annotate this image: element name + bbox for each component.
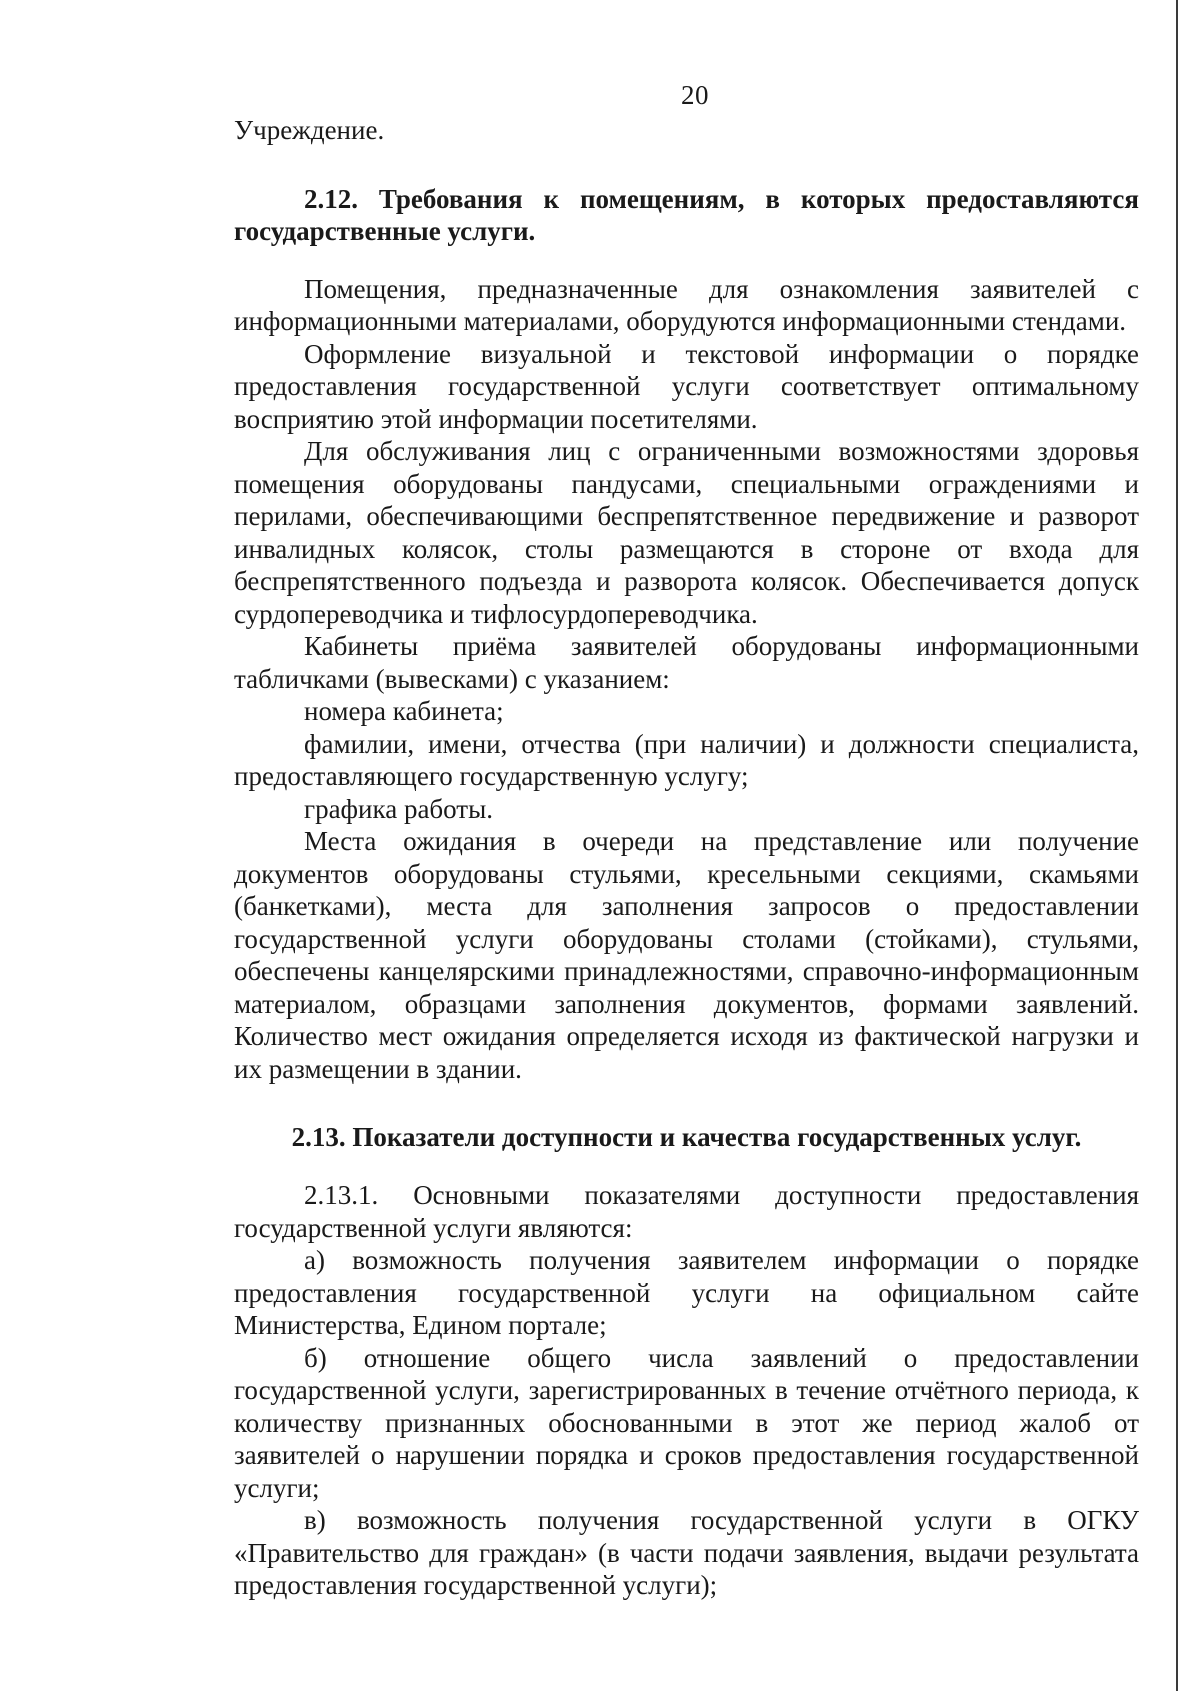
list-item: номера кабинета;: [304, 696, 504, 726]
section-heading-2-12: 2.12. Требования к помещениям, в которых предоставляются государственные услуги.: [234, 183, 1139, 246]
page-edge-line: [1176, 0, 1178, 1691]
continuation-text: Учреждение.: [234, 115, 385, 145]
page-number: 20: [681, 80, 709, 110]
paragraph: Кабинеты приёма заявителей оборудованы информационными табличками (вывесками) с указанием:: [234, 631, 1139, 694]
list-item: б) отношение общего числа заявлений о предоставлении государственной услуги, зарегистрированных в течение отчётного периода, к количеству признанных обоснованными в этот же период жалоб от заявителей о нарушении порядка и сроков предоставления государственной услуги;: [234, 1342, 1139, 1503]
list-item: графика работы.: [304, 793, 493, 824]
list-item: фамилии, имени, отчества (при наличии) и должности специалиста, предоставляющего государственную услугу;: [234, 728, 1139, 791]
paragraph: Помещения, предназначенные для ознакомления заявителей с информационными материалами, оборудуются информационными стендами.: [234, 273, 1139, 336]
list-item: в) возможность получения государственной услуги в ОГКУ «Правительство для граждан» (в части подачи заявления, выдачи результата предоставления государственной услуги);: [234, 1505, 1139, 1600]
list-item: а) возможность получения заявителем информации о порядке предоставления государственной услуги на официальном сайте Министерства, Едином портале;: [234, 1245, 1139, 1340]
document-body: [234, 114, 1139, 1602]
paragraph: Для обслуживания лиц с ограниченными возможностями здоровья помещения оборудованы пандусами, специальными ограждениями и перилами, обеспечивающими беспрепятственное передвижение и разворот инвалидных колясок, столы размещаются в стороне от входа для беспрепятственного подъезда и разворота колясок. Обеспечивается допуск сурдопереводчика и тифлосурдопереводчика.: [234, 436, 1139, 629]
paragraph: Места ожидания в очереди на представление или получение документов оборудованы стульями, кресельными секциями, скамьями (банкетками), места для заполнения запросов о предоставлении государственной услуги оборудованы столами (стойками), стульями, обеспечены канцелярскими принадлежностями, справочно-информационным материалом, образцами заполнения документов, формами заявлений. Количество мест ожидания определяется исходя из фактической нагрузки и их размещении в здании.: [234, 826, 1139, 1084]
section-heading-2-13: 2.13. Показатели доступности и качества государственных услуг.: [291, 1122, 1082, 1152]
paragraph: 2.13.1. Основными показателями доступности предоставления государственной услуги являются:: [234, 1180, 1139, 1243]
paragraph: Оформление визуальной и текстовой информации о порядке предоставления государственной услуги соответствует оптимальному восприятию этой информации посетителями.: [234, 338, 1139, 434]
